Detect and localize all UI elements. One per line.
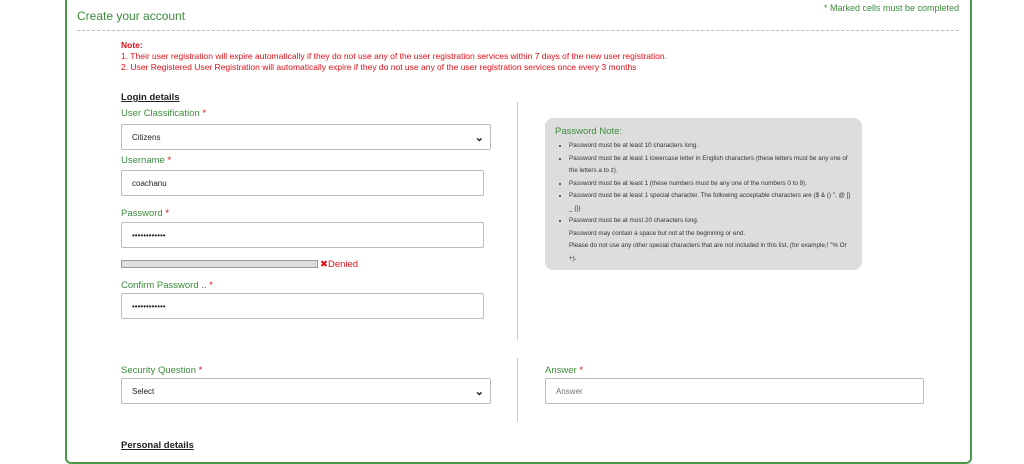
chevron-down-icon: ⌄ (474, 131, 484, 144)
security-question-select[interactable]: Select ⌄ (121, 378, 491, 404)
user-classification-label: User Classification * (121, 108, 207, 119)
answer-input[interactable] (545, 378, 924, 404)
security-question-label: Security Question * (121, 365, 203, 376)
chevron-down-icon: ⌄ (474, 385, 484, 398)
password-input[interactable]: •••••••••••• (121, 222, 484, 248)
confirm-password-label: Confirm Password .. * (121, 280, 213, 291)
username-input[interactable]: coachanu (121, 170, 484, 196)
password-label: Password * (121, 208, 170, 219)
password-strength-status: ✖Denied (320, 259, 359, 270)
page-title: Create your account (77, 9, 186, 23)
user-classification-select[interactable]: Citizens ⌄ (121, 124, 491, 150)
username-label: Username * (121, 155, 172, 166)
column-divider (517, 102, 518, 340)
login-details-heading: Login details (121, 92, 180, 103)
answer-label: Answer * (545, 365, 584, 376)
password-note-box: Password Note: • Password must be at least 10 characters long. • Password must be at least 1 lowercase letter in English characters (these letters must be any one of the letters a to z). • Password must be at least 1 (these numbers must be any one of the numbers 0 to 9). • Password must be at least 1 special character. The following acceptable characters are ($ & () ", @ [] _ {}) • Password must be at most 20 characters long. Password may contain a space but not at the beginning or end. Please do not use any other special characters that are not included in this list, (for example,! "% Or +). (545, 118, 862, 270)
password-strength-bar (121, 260, 318, 268)
registration-note: Note: 1. Their user registration will expire automatically if they do not use any of the user registration services within 7 days of the new user registration. 2. User Registered User Registration will automatically expire if they do not use any of the user registration services once every 3 months (121, 40, 667, 72)
confirm-password-input[interactable]: •••••••••••• (121, 293, 484, 319)
divider (77, 30, 959, 31)
required-note: * Marked cells must be completed (823, 3, 959, 13)
column-divider (517, 358, 518, 422)
personal-details-heading: Personal details (121, 440, 194, 451)
